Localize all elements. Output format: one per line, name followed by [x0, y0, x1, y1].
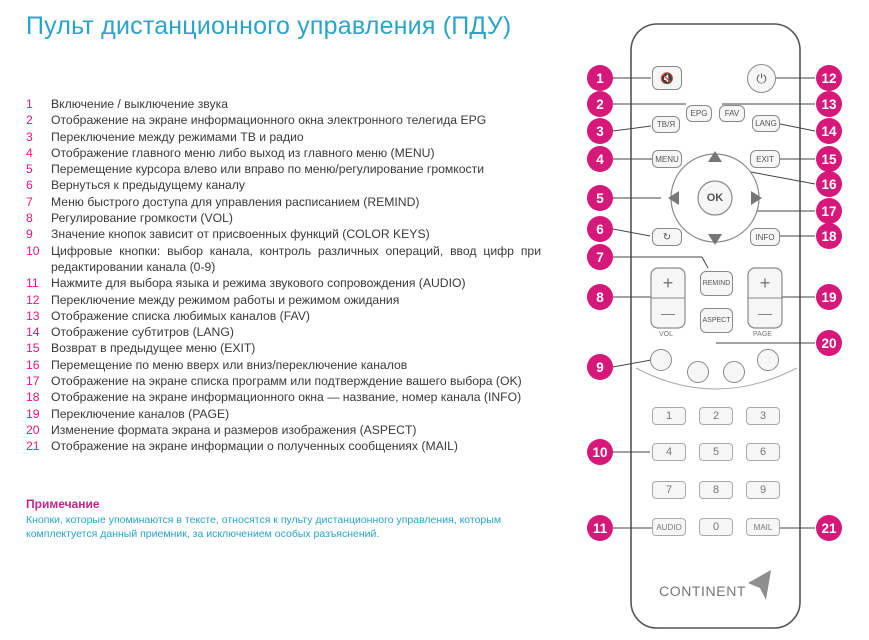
item-number: 11	[26, 276, 39, 291]
item-number: 17	[26, 374, 40, 389]
exit-button[interactable]: EXIT	[750, 150, 780, 168]
color-key-blue[interactable]	[757, 349, 779, 371]
vol-up-button[interactable]: +	[662, 272, 674, 293]
mail-button[interactable]: MAIL	[746, 518, 780, 536]
power-icon: ⏻	[756, 70, 767, 86]
callout-badge: 5	[587, 185, 613, 211]
item-text: Цифровые кнопки: выбор канала, контроль различных операций, ввод цифр при редактировании канала (0-9)	[51, 243, 541, 274]
callout-badge: 18	[816, 223, 842, 249]
digit-4-button[interactable]: 4	[652, 443, 686, 461]
recall-button[interactable]	[652, 228, 682, 246]
page-up-button[interactable]: +	[759, 272, 771, 293]
aspect-button[interactable]: ASPECT	[700, 308, 733, 333]
mute-button[interactable]	[652, 66, 682, 90]
callout-badge: 15	[816, 146, 842, 172]
digit-6-button[interactable]: 6	[746, 443, 780, 461]
item-text: Перемещение по меню вверх или вниз/переключение каналов	[51, 357, 408, 372]
digit-5-button[interactable]: 5	[699, 443, 733, 461]
item-text: Отображение на экране информации о полученных сообщениях (MAIL)	[51, 439, 458, 454]
item-number: 10	[26, 243, 40, 258]
ok-button[interactable]: OK	[706, 192, 724, 204]
digit-3-button[interactable]: 3	[746, 407, 780, 425]
digit-1-button[interactable]: 1	[652, 407, 686, 425]
item-number: 3	[26, 129, 33, 144]
item-text: Переключение между режимами ТВ и радио	[51, 129, 304, 144]
item-text: Вернуться к предыдущему каналу	[51, 178, 245, 193]
digit-7-button[interactable]: 7	[652, 481, 686, 499]
fav-button[interactable]: FAV	[719, 105, 745, 122]
power-button[interactable]	[747, 64, 776, 93]
brand-logo: CONTINENT	[659, 583, 747, 599]
item-number: 9	[26, 227, 33, 242]
vol-label: VOL	[659, 331, 674, 338]
digit-9-button[interactable]: 9	[746, 481, 780, 499]
callout-badge: 1	[587, 65, 613, 91]
item-text: Отображение на экране информационного окна электронного телегида EPG	[51, 113, 487, 128]
callout-badge: 20	[816, 330, 842, 356]
item-text: Включение / выключение звука	[51, 97, 228, 111]
item-number: 19	[26, 406, 40, 421]
item-text: Значение кнопок зависит от присвоенных функций (COLOR KEYS)	[51, 227, 430, 242]
item-number: 13	[26, 308, 40, 323]
remind-button[interactable]: REMIND	[700, 271, 733, 296]
item-number: 5	[26, 162, 33, 177]
item-text: Отображение списка любимых каналов (FAV)	[51, 308, 310, 323]
item-text: Переключение между режимом работы и режимом ожидания	[51, 292, 400, 307]
callout-badge: 21	[816, 515, 842, 541]
callout-badge: 16	[816, 171, 842, 197]
menu-button[interactable]: MENU	[652, 150, 682, 168]
item-number: 21	[26, 439, 40, 454]
item-text: Регулирование громкости (VOL)	[51, 211, 233, 226]
callout-badge: 4	[587, 146, 613, 172]
note-title: Примечание	[26, 497, 100, 511]
mute-icon: 🔇	[660, 72, 674, 85]
item-number: 14	[26, 325, 40, 340]
callout-badge: 12	[816, 65, 842, 91]
digit-8-button[interactable]: 8	[699, 481, 733, 499]
callout-badge: 8	[587, 284, 613, 310]
lang-button[interactable]: LANG	[752, 115, 780, 132]
callout-badge: 10	[587, 439, 613, 465]
callout-badge: 9	[587, 354, 613, 380]
epg-button[interactable]: EPG	[686, 105, 712, 122]
callout-badge: 7	[587, 244, 613, 270]
item-number: 15	[26, 341, 40, 356]
item-text: Отображение главного меню либо выход из главного меню (MENU)	[51, 145, 435, 160]
item-text: Изменение формата экрана и размеров изображения (ASPECT)	[51, 422, 417, 437]
info-button[interactable]: INFO	[750, 228, 780, 246]
note-text: Кнопки, которые упоминаются в тексте, относятся к пульту дистанционного управления, которым комплектуется данный приемник, за исключением особых разъяснений.	[26, 514, 502, 540]
vol-down-button[interactable]: —	[661, 305, 675, 321]
callout-badge: 6	[587, 216, 613, 242]
item-text: Отображение на экране списка программ или подтверждение вашего выбора (OK)	[51, 374, 522, 389]
item-number: 16	[26, 357, 40, 372]
item-text: Нажмите для выбора языка и режима звукового сопровождения (AUDIO)	[51, 276, 466, 291]
digit-2-button[interactable]: 2	[699, 407, 733, 425]
color-key-yellow[interactable]	[723, 361, 745, 383]
page-down-button[interactable]: —	[758, 305, 772, 321]
callout-badge: 3	[587, 118, 613, 144]
item-number: 20	[26, 422, 40, 437]
item-number: 18	[26, 390, 40, 405]
item-number: 7	[26, 194, 33, 209]
callout-badge: 13	[816, 91, 842, 117]
callout-badge: 17	[816, 198, 842, 224]
page-title: Пульт дистанционного управления (ПДУ)	[26, 12, 512, 40]
item-text: Отображение на экране информационного окна — название, номер канала (INFO)	[51, 390, 522, 405]
callout-badge: 14	[816, 118, 842, 144]
callout-badge: 19	[816, 284, 842, 310]
item-number: 12	[26, 292, 40, 307]
color-key-green[interactable]	[687, 361, 709, 383]
tv-radio-button[interactable]: ТВ/Я	[652, 116, 680, 133]
item-text: Перемещение курсора влево или вправо по меню/регулирование громкости	[51, 162, 485, 177]
color-key-red[interactable]	[650, 349, 672, 371]
audio-button[interactable]: AUDIO	[652, 518, 686, 536]
item-text: Возврат в предыдущее меню (EXIT)	[51, 341, 256, 356]
callout-badge: 2	[587, 91, 613, 117]
item-text: Отображение субтитров (LANG)	[51, 325, 234, 340]
item-text: Переключение каналов (PAGE)	[51, 406, 230, 421]
callout-badge: 11	[587, 515, 613, 541]
digit-0-button[interactable]: 0	[699, 518, 733, 536]
recall-icon: ↻	[662, 231, 672, 243]
item-number: 1	[26, 97, 33, 111]
page-label: PAGE	[753, 331, 772, 338]
item-number: 6	[26, 178, 33, 193]
item-number: 8	[26, 211, 33, 226]
item-text: Меню быстрого доступа для управления расписанием (REMIND)	[51, 194, 420, 209]
item-number: 4	[26, 145, 33, 160]
item-number: 2	[26, 113, 33, 128]
